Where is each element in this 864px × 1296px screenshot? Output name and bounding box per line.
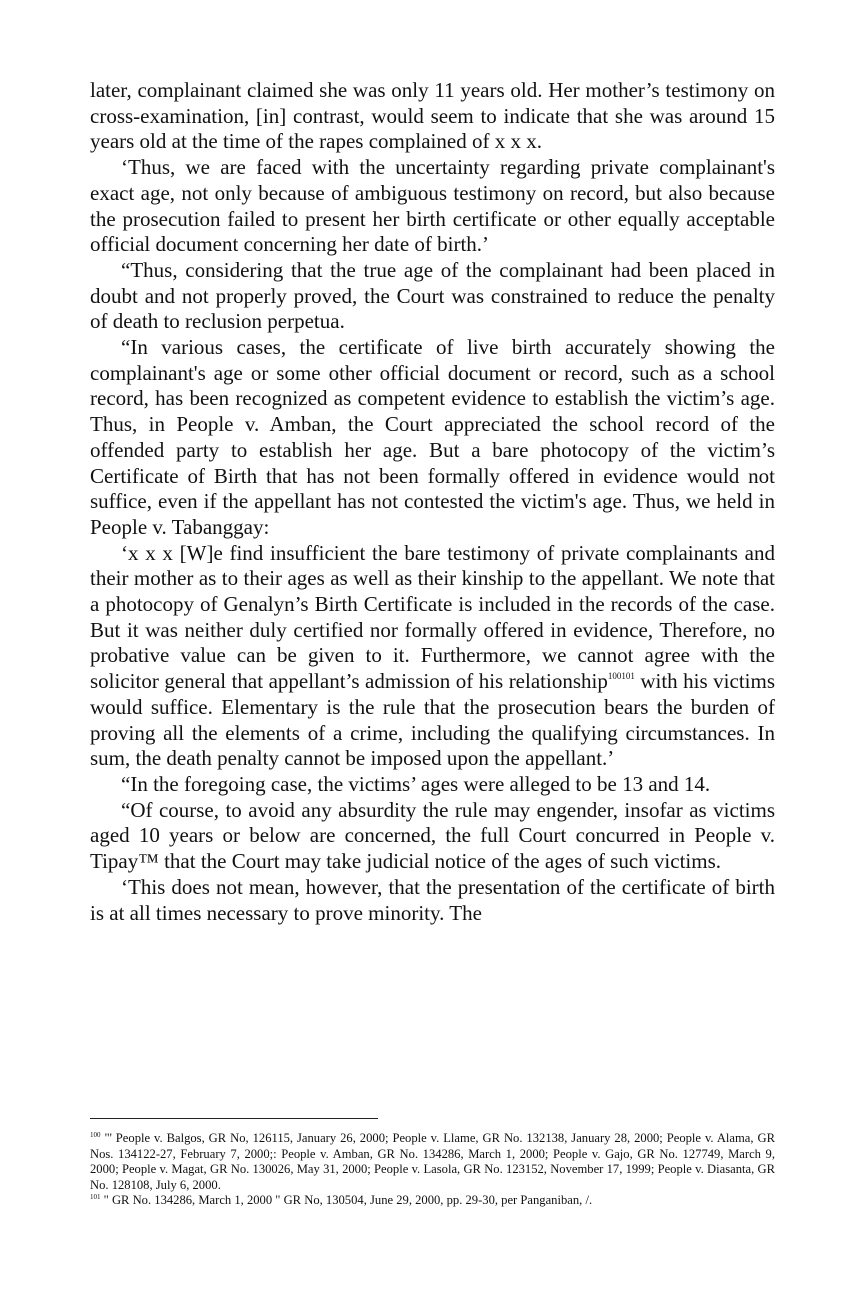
footnote-number: 101: [90, 1193, 101, 1202]
paragraph: ‘This does not mean, however, that the presentation of the certificate of birth is at all times necessary to prove minority. The: [90, 874, 775, 925]
paragraph: later, complainant claimed she was only 11 years old. Her mother’s testimony on cross-examination, [in] contrast, would seem to indicate that she was around 15 years old at the time of the rapes complained of x x x.: [90, 78, 775, 154]
footnote: [90, 1131, 775, 1193]
paragraph: ‘Thus, we are faced with the uncertainty regarding private complainant's exact age, not only because of ambiguous testimony on record, but also because the prosecution failed to present her birth certificate or other equally acceptable official document concerning her date of birth.’: [90, 155, 775, 257]
footnotes: [90, 1131, 775, 1209]
footnote-text: " GR No. 134286, March 1, 2000 " GR No, 130504, June 29, 2000, pp. 29-30, per Panganiban, /.: [100, 1193, 593, 1208]
paragraph-text: ‘x x x [W]e find insufficient the bare testimony of private complainants and their mother as to their ages as well as their kinship to the appellant. We note that a photocopy of Genalyn’s Birth Certificate is included in the records of the case. But it was neither duly certified nor formally offered in evidence, Therefore, no probative value can be given to it. Furthermore, we cannot agree with the solicitor general that appellant’s admission of his relationship: [90, 540, 775, 694]
footnote-divider: [90, 1118, 378, 1119]
paragraph: “Thus, considering that the true age of the complainant had been placed in doubt and not properly proved, the Court was constrained to reduce the penalty of death to reclusion perpetua.: [90, 257, 775, 334]
footnote: [90, 1193, 775, 1209]
footnote-text: "' People v. Balgos, GR No, 126115, January 26, 2000; People v. Llame, GR No. 132138, January 28, 2000; People v. Alama, GR Nos. 134122-27, February 7, 2000;: People v. Amban, GR No. 134286, March 1, 2000; People v. Gajo, GR No. 127749, March 9, 2000; People v. Magat, GR No. 130026, May 31, 2000; People v. Lasola, GR No. 123152, November 17, 1999; People v. Diasanta, GR No. 128108, July 6, 2000.: [90, 1131, 775, 1192]
paragraph: “Of course, to avoid any absurdity the rule may engender, insofar as victims aged 10 years or below are concerned, the full Court concurred in People v. Tipay™ that the Court may take judicial notice of the ages of such victims.: [90, 797, 775, 874]
paragraph: “In various cases, the certificate of live birth accurately showing the complainant's age or some other official document or record, such as a school record, has been recognized as competent evidence to establish the victim’s age. Thus, in People v. Amban, the Court appreciated the school record of the offended party to establish her age. But a bare photocopy of the victim’s Certificate of Birth that has not been formally offered in evidence would not suffice, even if the appellant has not contested the victim's age. Thus, we held in People v. Tabanggay:: [90, 335, 775, 539]
page-body: [90, 78, 775, 926]
quoted-paragraph: [90, 541, 775, 772]
paragraph-text: with his victims would suffice. Elementary is the rule that the prosecution bears the burden of proving all the elements of a crime, including the qualifying circumstances. In sum, the death penalty cannot be imposed upon the appellant.’: [90, 669, 775, 771]
footnote-reference[interactable]: 100101: [607, 671, 635, 682]
paragraph: “In the foregoing case, the victims’ ages were alleged to be 13 and 14.: [121, 771, 711, 796]
footnote-number: 100: [90, 1131, 101, 1139]
